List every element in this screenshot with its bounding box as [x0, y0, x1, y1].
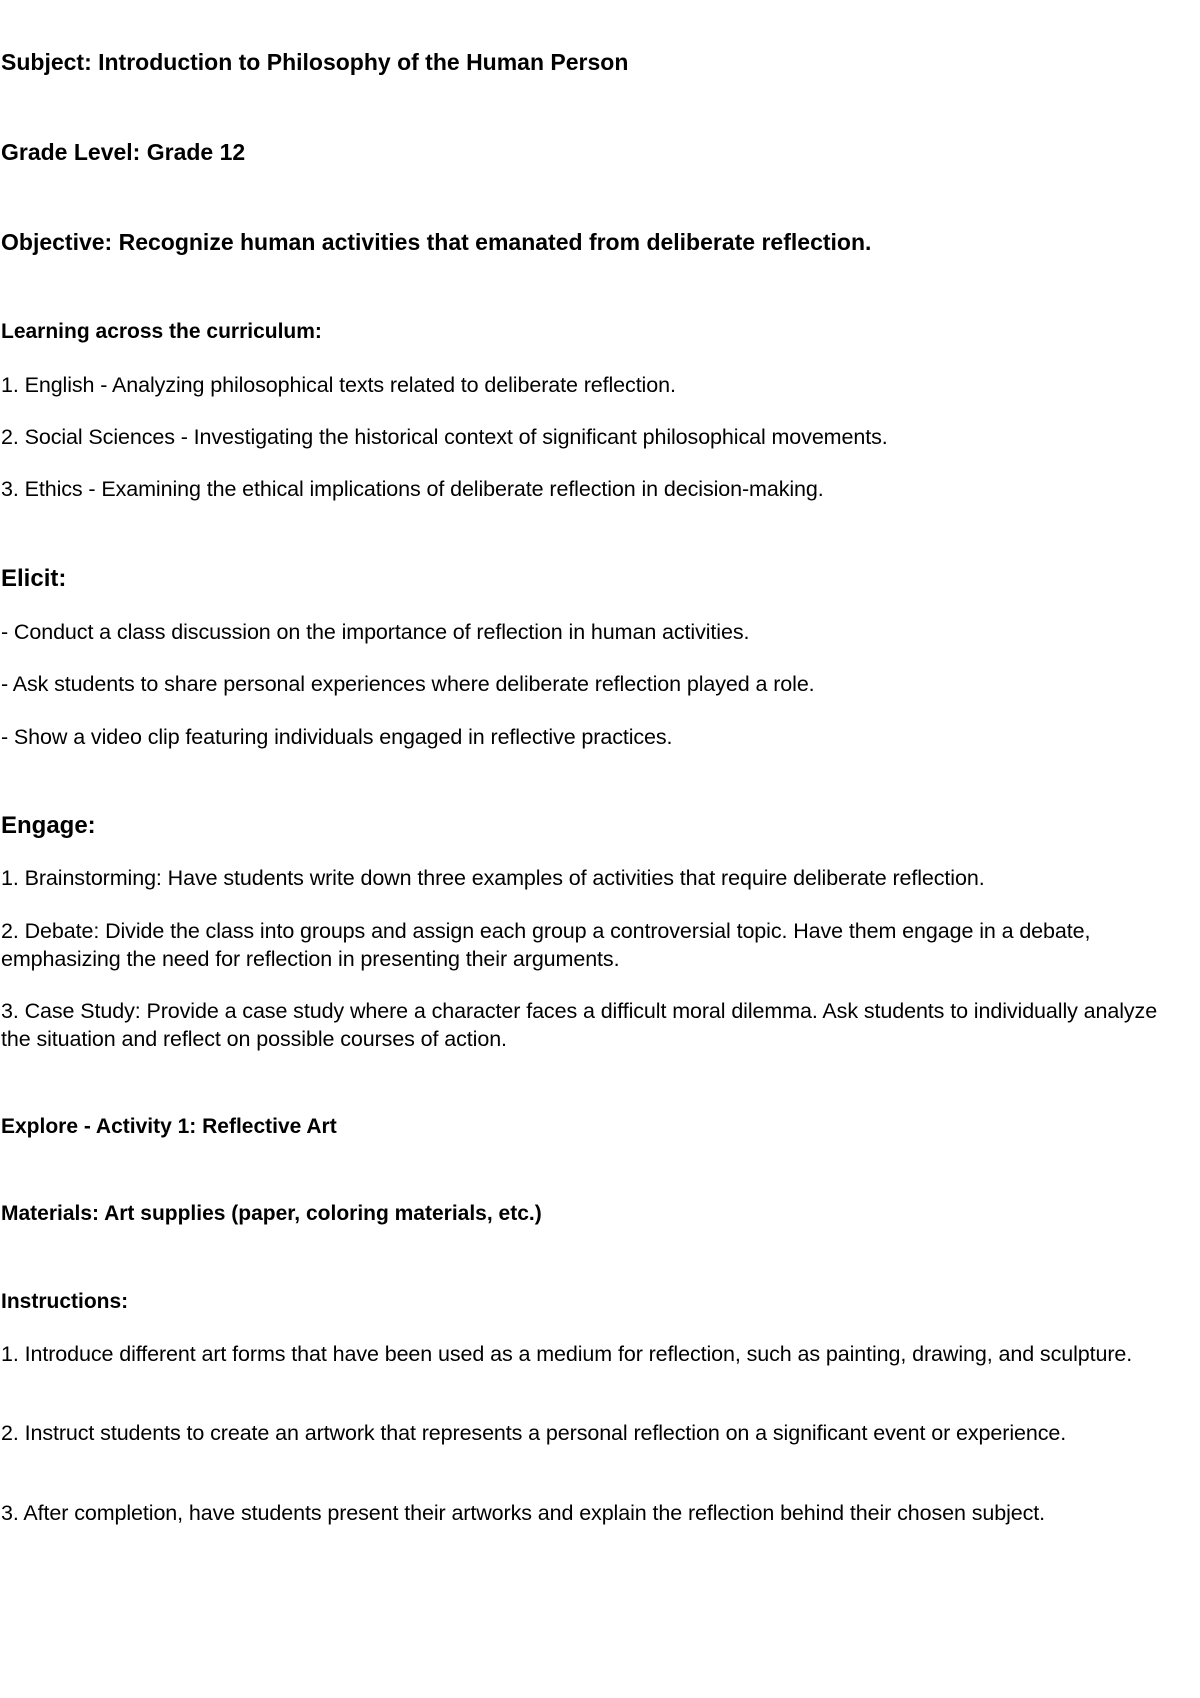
learning-item-3: 3. Ethics - Examining the ethical implications of deliberate reflection in decision-making.: [1, 477, 824, 501]
learning-item-2: 2. Social Sciences - Investigating the historical context of significant philosophical movements.: [1, 425, 888, 449]
instruction-item-2: 2. Instruct students to create an artwork that represents a personal reflection on a significant event or experience.: [1, 1421, 1067, 1445]
instruction-item-3: 3. After completion, have students present their artworks and explain the reflection behind their chosen subject.: [1, 1501, 1046, 1525]
elicit-item-1: - Conduct a class discussion on the importance of reflection in human activities.: [1, 620, 750, 644]
learning-item-1: 1. English - Analyzing philosophical texts related to deliberate reflection.: [1, 373, 676, 397]
elicit-heading: Elicit:: [1, 565, 67, 592]
objective-line: Objective: Recognize human activities that emanated from deliberate reflection.: [1, 229, 872, 255]
elicit-item-2: - Ask students to share personal experiences where deliberate reflection played a role.: [1, 672, 815, 696]
grade-level-line: Grade Level: Grade 12: [1, 139, 246, 165]
instructions-heading: Instructions:: [1, 1290, 129, 1313]
learning-across-heading: Learning across the curriculum:: [1, 320, 322, 343]
engage-item-1: 1. Brainstorming: Have students write down three examples of activities that require deliberate reflection.: [1, 866, 985, 890]
engage-item-2: 2. Debate: Divide the class into groups and assign each group a controversial topic. Have them engage in a debate, emphasizing the need for reflection in presenting their arguments.: [1, 919, 1091, 971]
materials-line: Materials: Art supplies (paper, coloring materials, etc.): [1, 1202, 542, 1225]
instruction-item-1: 1. Introduce different art forms that have been used as a medium for reflection, such as painting, drawing, and sculpture.: [1, 1342, 1133, 1366]
elicit-item-3: - Show a video clip featuring individuals engaged in reflective practices.: [1, 725, 673, 749]
engage-heading: Engage:: [1, 812, 96, 839]
engage-item-3: 3. Case Study: Provide a case study where a character faces a difficult moral dilemma. Ask students to individually analyze the situation and reflect on possible courses of action.: [1, 999, 1158, 1051]
subject-line: Subject: Introduction to Philosophy of the Human Person: [1, 49, 629, 75]
explore-activity-title: Explore - Activity 1: Reflective Art: [1, 1115, 337, 1138]
